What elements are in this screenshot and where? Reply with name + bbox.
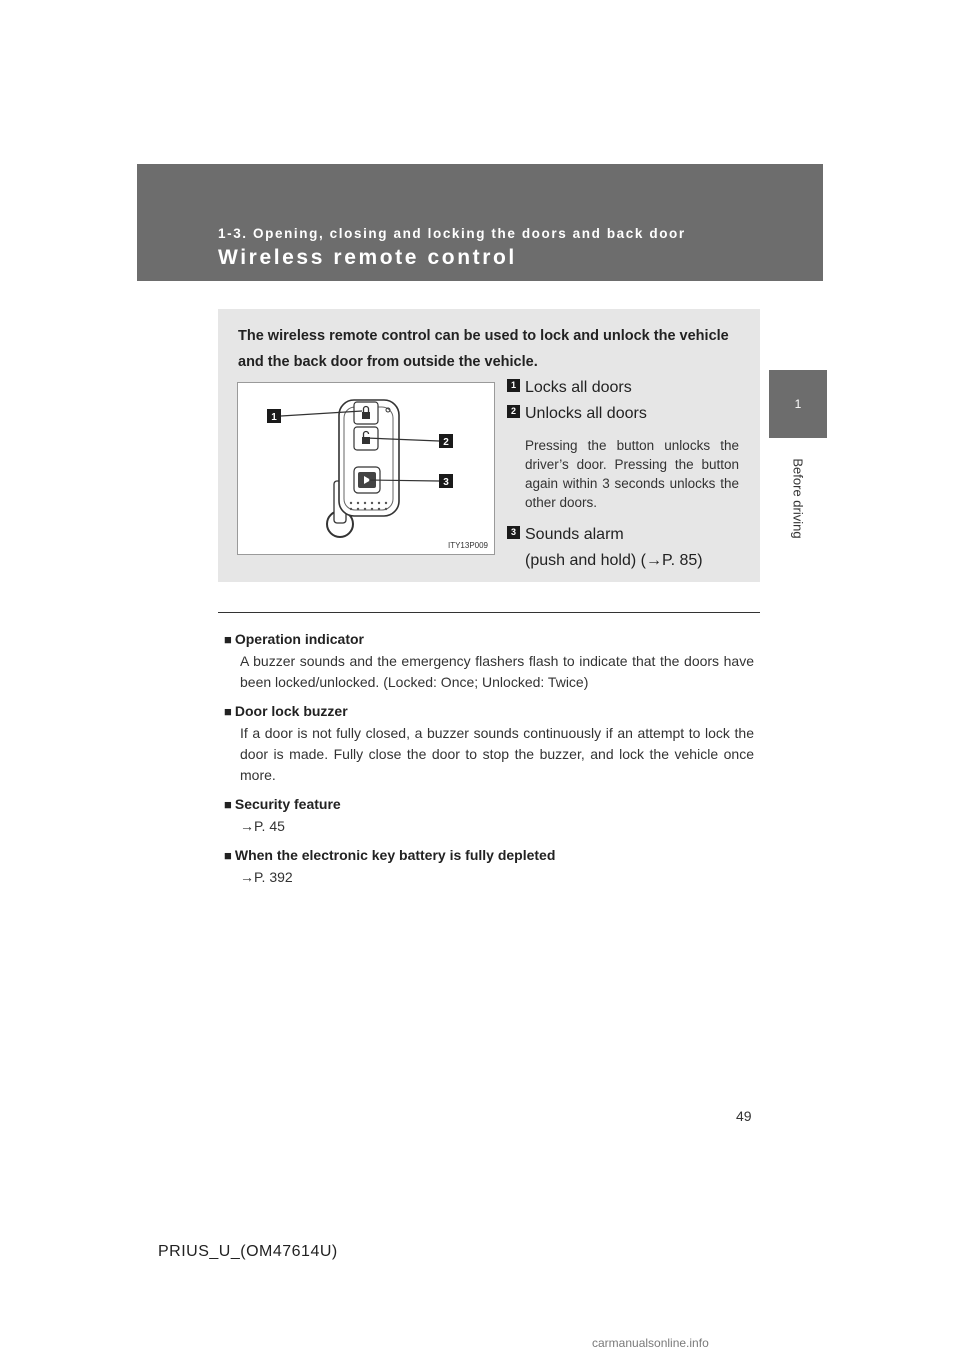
note-heading [224,628,754,651]
page-reference-link[interactable]: →P. 45 [240,818,285,834]
number-badge: 3 [507,526,520,539]
number-badge: 2 [507,405,520,418]
number-badge: 1 [507,379,520,392]
notes-section [224,628,754,895]
key-item [507,375,739,401]
key-item-title: Locks all doors [525,379,632,396]
note-heading-text: Door lock buzzer [234,703,348,719]
note-body: A buzzer sounds and the emergency flashers flash to indicate that the doors have been locked/unlocked. (Locked: Once; Unlocked: Twice) [240,653,754,690]
intro-box [218,309,760,582]
note-heading [224,700,754,723]
key-item-title-continued: (push and hold) (→P. 85) [525,552,703,569]
note-heading-text: When the electronic key battery is fully depleted [234,847,556,863]
document-code: PRIUS_U_(OM47614U) [158,1243,338,1260]
key-fob-illustration [238,383,494,554]
key-item-title: Unlocks all doors [525,405,647,422]
bullet-square-icon: ■ [224,797,232,812]
callout-number-3: 3 [443,477,449,488]
section-label: 1-3. Opening, closing and locking the doors and back door [218,226,686,241]
bullet-square-icon: ■ [224,704,232,719]
key-item [507,522,739,574]
figure-id: ITY13P009 [447,541,488,550]
watermark[interactable]: carmanualsonline.info [592,1336,709,1350]
key-item [507,401,739,512]
intro-text: The wireless remote control can be used to lock and unlock the vehicle and the back door from outside the vehicle. [238,328,729,370]
key-fob-figure [237,382,495,555]
page-reference-link[interactable]: →P. 392 [240,869,293,885]
chapter-tab-label [760,448,836,548]
key-item-title: Sounds alarm [525,526,624,543]
callout-number-1: 1 [271,412,277,423]
chapter-header [137,164,823,281]
chapter-tab-number: 1 [769,370,827,438]
bullet-square-icon: ■ [224,848,232,863]
key-list [507,375,739,574]
bullet-square-icon: ■ [224,632,232,647]
callout-number-2: 2 [443,437,449,448]
note-heading-text: Operation indicator [234,631,364,647]
page-title: Wireless remote control [218,246,517,269]
note-body: If a door is not fully closed, a buzzer sounds continuously if an attempt to lock the door is made. Fully close the door to stop the buzzer, and lock the vehicle once more. [240,725,754,783]
note-heading [224,844,754,867]
key-item-description: Pressing the button unlocks the driver’s door. Pressing the button again within 3 seconds unlocks the other doors. [525,438,739,510]
divider [218,612,760,613]
chapter-tab-label-text: Before driving [790,457,806,539]
note-heading-text: Security feature [234,796,341,812]
page-number: 49 [736,1108,752,1124]
note-heading [224,793,754,816]
